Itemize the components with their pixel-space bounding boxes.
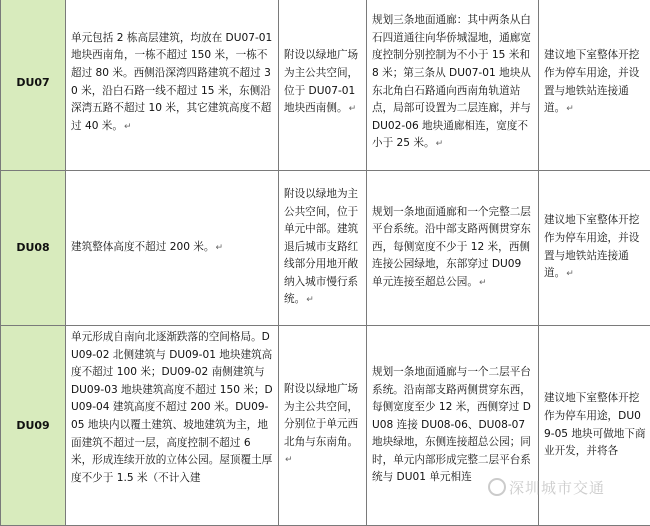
building-height-cell: 单元包括 2 栋高层建筑，均放在 DU07-01 地块西南角，一栋不超过 150 米，一栋不超过 80 米。西侧沿深湾四路建筑不超过 30 米，沿白石路一线不超过 15 米，东侧沿深湾五路不超过 10 米，其它建筑高度不超过 40 米。↵ (66, 0, 279, 171)
return-icon: ↵ (124, 122, 132, 132)
building-height-cell: 单元形成自南向北逐渐跌落的空间格局。DU09-02 北侧建筑与 DU09-01 地块建筑高度不超过 100 米；DU09-02 南侧建筑与 DU09-03 地块建筑高度不超过 150 米；DU09-04 建筑高度不超过 200 米。DU09-05 地块内以覆土建筑、坡地建筑为主，地面建筑不超过一层，高度控制不超过 6 米，形成连续开放的立体公园。屋顶覆土厚度不少于 1.5 米（不计入建 (66, 326, 279, 526)
corridor-cell: 规划一条地面通廊和一个完整二层平台系统。沿中部支路两侧贯穿东西，每侧宽度不少于 12 米，西侧连接公园绿地，东部穿过 DU09 单元连接至超总公园。↵ (367, 171, 539, 326)
watermark: 深圳城市交通 (488, 477, 605, 498)
table-row (1, 171, 650, 326)
public-space-cell: 附设以绿地广场为主公共空间，分别位于单元西北角与东南角。↵ (279, 326, 367, 526)
unit-id-cell: DU07 (1, 0, 66, 171)
unit-id-cell: DU09 (1, 326, 66, 526)
return-icon: ↵ (479, 278, 487, 288)
return-icon: ↵ (306, 295, 314, 305)
public-space-cell: 附设以绿地广场为主公共空间，位于 DU07-01 地块西南侧。↵ (279, 0, 367, 171)
public-space-cell: 附设以绿地为主公共空间，位于单元中部。建筑退后城市支路红线部分用地开敞纳入城市慢行系统。↵ (279, 171, 367, 326)
underground-cell: 建议地下室整体开挖作为停车用途，并设置与地铁站连接通道。↵ (539, 171, 650, 326)
return-icon: ↵ (566, 269, 574, 279)
building-height-cell: 建筑整体高度不超过 200 米。↵ (66, 171, 279, 326)
return-icon: ↵ (285, 455, 293, 465)
watermark-logo-icon (488, 478, 506, 496)
corridor-cell: 规划一条地面通廊与一个二层平台系统。沿南部支路两侧贯穿东西，每侧宽度至少 12 米，西侧穿过 DU08 连接 DU08-06、DU08-07 地块绿地，东侧连接超总公园；同时，单元内部形成完整二层平台系统与 DU01 单元相连 (367, 326, 539, 526)
return-icon: ↵ (566, 104, 574, 114)
return-icon: ↵ (216, 243, 224, 253)
return-icon: ↵ (436, 139, 444, 149)
corridor-cell: 规划三条地面通廊：其中两条从白石四道通往向华侨城湿地，通廊宽度控制分别控制为不小于 15 米和 8 米；第三条从 DU07-01 地块从东北角白石路通向西南角轨道站点，局部可设置为二层连廊，并与 DU02-06 地块通廊相连，宽度不小于 25 米。↵ (367, 0, 539, 171)
underground-cell: 建议地下室整体开挖作为停车用途，DU09-05 地块可做地下商业开发，并将各 (539, 326, 650, 526)
underground-cell: 建议地下室整体开挖作为停车用途，并设置与地铁站连接通道。↵ (539, 0, 650, 171)
table-row (1, 0, 650, 171)
return-icon: ↵ (349, 104, 357, 114)
unit-id-cell: DU08 (1, 171, 66, 326)
